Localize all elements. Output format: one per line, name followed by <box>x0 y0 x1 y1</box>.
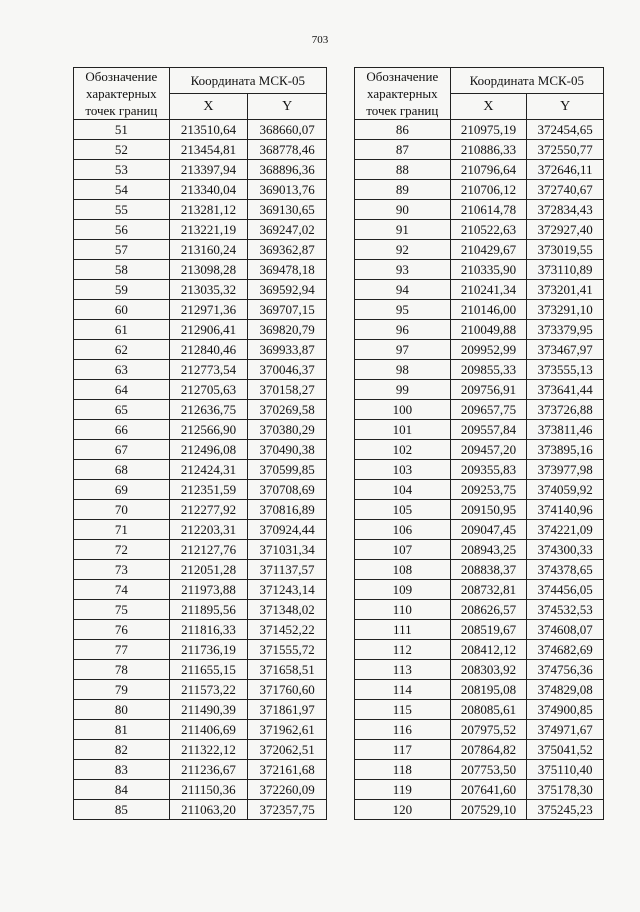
point-number-cell: 70 <box>74 500 170 520</box>
point-number-cell: 75 <box>74 600 170 620</box>
table-row <box>355 120 604 140</box>
table-row <box>355 140 604 160</box>
x-coordinate-cell: 210975,19 <box>450 120 527 140</box>
y-coordinate-cell: 373019,55 <box>527 240 604 260</box>
y-coordinate-cell: 375245,23 <box>527 800 604 820</box>
point-number-cell: 96 <box>355 320 451 340</box>
y-coordinate-cell: 370924,44 <box>248 520 327 540</box>
point-number-cell: 100 <box>355 400 451 420</box>
x-coordinate-cell: 210429,67 <box>450 240 527 260</box>
point-number-cell: 77 <box>74 640 170 660</box>
table-row <box>355 300 604 320</box>
y-coordinate-cell: 369362,87 <box>248 240 327 260</box>
table-row <box>74 260 327 280</box>
x-coordinate-cell: 212566,90 <box>169 420 248 440</box>
y-coordinate-cell: 369013,76 <box>248 180 327 200</box>
x-coordinate-cell: 211973,88 <box>169 580 248 600</box>
x-coordinate-cell: 209150,95 <box>450 500 527 520</box>
y-coordinate-cell: 374971,67 <box>527 720 604 740</box>
point-number-cell: 55 <box>74 200 170 220</box>
point-number-cell: 66 <box>74 420 170 440</box>
table-row <box>355 640 604 660</box>
point-number-cell: 91 <box>355 220 451 240</box>
x-coordinate-cell: 208519,67 <box>450 620 527 640</box>
y-coordinate-cell: 374756,36 <box>527 660 604 680</box>
y-coordinate-cell: 374221,09 <box>527 520 604 540</box>
y-coordinate-cell: 373977,98 <box>527 460 604 480</box>
point-number-cell: 102 <box>355 440 451 460</box>
y-coordinate-cell: 371243,14 <box>248 580 327 600</box>
y-coordinate-cell: 369130,65 <box>248 200 327 220</box>
table-row <box>355 240 604 260</box>
point-number-cell: 68 <box>74 460 170 480</box>
x-coordinate-cell: 210706,12 <box>450 180 527 200</box>
x-coordinate-cell: 209657,75 <box>450 400 527 420</box>
header-y: Y <box>248 94 327 120</box>
point-number-cell: 104 <box>355 480 451 500</box>
x-coordinate-cell: 210049,88 <box>450 320 527 340</box>
point-number-cell: 79 <box>74 680 170 700</box>
x-coordinate-cell: 210335,90 <box>450 260 527 280</box>
x-coordinate-cell: 212051,28 <box>169 560 248 580</box>
y-coordinate-cell: 374682,69 <box>527 640 604 660</box>
point-number-cell: 89 <box>355 180 451 200</box>
table-row <box>74 740 327 760</box>
point-number-cell: 107 <box>355 540 451 560</box>
x-coordinate-cell: 208085,61 <box>450 700 527 720</box>
table-row <box>74 640 327 660</box>
y-coordinate-cell: 369478,18 <box>248 260 327 280</box>
x-coordinate-cell: 207753,50 <box>450 760 527 780</box>
table-row <box>74 780 327 800</box>
x-coordinate-cell: 210614,78 <box>450 200 527 220</box>
x-coordinate-cell: 212277,92 <box>169 500 248 520</box>
point-number-cell: 117 <box>355 740 451 760</box>
table-row <box>74 600 327 620</box>
table-row <box>74 800 327 820</box>
y-coordinate-cell: 372550,77 <box>527 140 604 160</box>
y-coordinate-cell: 372927,40 <box>527 220 604 240</box>
point-number-cell: 58 <box>74 260 170 280</box>
x-coordinate-cell: 212840,46 <box>169 340 248 360</box>
table-row <box>355 660 604 680</box>
table-row <box>74 500 327 520</box>
table-row <box>74 320 327 340</box>
table-row <box>355 260 604 280</box>
point-number-cell: 86 <box>355 120 451 140</box>
x-coordinate-cell: 213454,81 <box>169 140 248 160</box>
x-coordinate-cell: 212424,31 <box>169 460 248 480</box>
point-number-cell: 63 <box>74 360 170 380</box>
y-coordinate-cell: 371555,72 <box>248 640 327 660</box>
y-coordinate-cell: 373726,88 <box>527 400 604 420</box>
point-number-cell: 97 <box>355 340 451 360</box>
x-coordinate-cell: 207975,52 <box>450 720 527 740</box>
table-row <box>74 720 327 740</box>
point-number-cell: 94 <box>355 280 451 300</box>
x-coordinate-cell: 211816,33 <box>169 620 248 640</box>
table-row <box>355 580 604 600</box>
table-row <box>355 720 604 740</box>
table-row <box>74 480 327 500</box>
y-coordinate-cell: 374829,08 <box>527 680 604 700</box>
table-row <box>74 700 327 720</box>
y-coordinate-cell: 373379,95 <box>527 320 604 340</box>
point-number-cell: 109 <box>355 580 451 600</box>
table-row <box>74 460 327 480</box>
y-coordinate-cell: 373291,10 <box>527 300 604 320</box>
table-row <box>74 520 327 540</box>
table-row <box>74 140 327 160</box>
table-row <box>355 360 604 380</box>
x-coordinate-cell: 213397,94 <box>169 160 248 180</box>
table-row <box>74 280 327 300</box>
x-coordinate-cell: 213035,32 <box>169 280 248 300</box>
x-coordinate-cell: 209855,33 <box>450 360 527 380</box>
y-coordinate-cell: 370599,85 <box>248 460 327 480</box>
x-coordinate-cell: 211063,20 <box>169 800 248 820</box>
table-row <box>74 420 327 440</box>
table-row <box>355 800 604 820</box>
y-coordinate-cell: 374900,85 <box>527 700 604 720</box>
x-coordinate-cell: 209557,84 <box>450 420 527 440</box>
table-row <box>74 360 327 380</box>
x-coordinate-cell: 209952,99 <box>450 340 527 360</box>
y-coordinate-cell: 370046,37 <box>248 360 327 380</box>
x-coordinate-cell: 212127,76 <box>169 540 248 560</box>
y-coordinate-cell: 374456,05 <box>527 580 604 600</box>
x-coordinate-cell: 207641,60 <box>450 780 527 800</box>
point-number-cell: 112 <box>355 640 451 660</box>
table-row <box>355 320 604 340</box>
header-y: Y <box>527 94 604 120</box>
table-row <box>355 180 604 200</box>
point-number-cell: 93 <box>355 260 451 280</box>
table-row <box>355 160 604 180</box>
point-number-cell: 74 <box>74 580 170 600</box>
y-coordinate-cell: 370490,38 <box>248 440 327 460</box>
table-row <box>74 180 327 200</box>
point-number-cell: 59 <box>74 280 170 300</box>
x-coordinate-cell: 208303,92 <box>450 660 527 680</box>
x-coordinate-cell: 212636,75 <box>169 400 248 420</box>
x-coordinate-cell: 212971,36 <box>169 300 248 320</box>
x-coordinate-cell: 210522,63 <box>450 220 527 240</box>
point-number-cell: 110 <box>355 600 451 620</box>
point-number-cell: 62 <box>74 340 170 360</box>
coordinates-table-right <box>354 67 604 820</box>
y-coordinate-cell: 369820,79 <box>248 320 327 340</box>
x-coordinate-cell: 213340,04 <box>169 180 248 200</box>
y-coordinate-cell: 373555,13 <box>527 360 604 380</box>
table-row <box>355 620 604 640</box>
point-number-cell: 108 <box>355 560 451 580</box>
x-coordinate-cell: 212351,59 <box>169 480 248 500</box>
point-number-cell: 65 <box>74 400 170 420</box>
point-number-cell: 106 <box>355 520 451 540</box>
point-number-cell: 116 <box>355 720 451 740</box>
point-number-cell: 60 <box>74 300 170 320</box>
table-row <box>355 540 604 560</box>
x-coordinate-cell: 213098,28 <box>169 260 248 280</box>
table-row <box>355 560 604 580</box>
point-number-cell: 111 <box>355 620 451 640</box>
point-number-cell: 84 <box>74 780 170 800</box>
table-row <box>74 340 327 360</box>
point-number-cell: 95 <box>355 300 451 320</box>
y-coordinate-cell: 368660,07 <box>248 120 327 140</box>
table-body-right <box>355 120 604 820</box>
y-coordinate-cell: 374378,65 <box>527 560 604 580</box>
point-number-cell: 83 <box>74 760 170 780</box>
table-row <box>74 560 327 580</box>
point-number-cell: 82 <box>74 740 170 760</box>
x-coordinate-cell: 211150,36 <box>169 780 248 800</box>
point-number-cell: 57 <box>74 240 170 260</box>
point-number-cell: 72 <box>74 540 170 560</box>
x-coordinate-cell: 209047,45 <box>450 520 527 540</box>
point-number-cell: 71 <box>74 520 170 540</box>
x-coordinate-cell: 212496,08 <box>169 440 248 460</box>
point-number-cell: 118 <box>355 760 451 780</box>
x-coordinate-cell: 211322,12 <box>169 740 248 760</box>
x-coordinate-cell: 213221,19 <box>169 220 248 240</box>
x-coordinate-cell: 210796,64 <box>450 160 527 180</box>
point-number-cell: 99 <box>355 380 451 400</box>
y-coordinate-cell: 371452,22 <box>248 620 327 640</box>
header-point-designation: Обозначение характерных точек границ <box>74 68 170 120</box>
table-row <box>74 120 327 140</box>
point-number-cell: 88 <box>355 160 451 180</box>
y-coordinate-cell: 373641,44 <box>527 380 604 400</box>
y-coordinate-cell: 372062,51 <box>248 740 327 760</box>
y-coordinate-cell: 369592,94 <box>248 280 327 300</box>
point-number-cell: 64 <box>74 380 170 400</box>
x-coordinate-cell: 210241,34 <box>450 280 527 300</box>
x-coordinate-cell: 211406,69 <box>169 720 248 740</box>
y-coordinate-cell: 371031,34 <box>248 540 327 560</box>
x-coordinate-cell: 209253,75 <box>450 480 527 500</box>
x-coordinate-cell: 208943,25 <box>450 540 527 560</box>
table-row <box>355 600 604 620</box>
y-coordinate-cell: 374059,92 <box>527 480 604 500</box>
header-coordinate-system: Координата МСК-05 <box>450 68 603 94</box>
y-coordinate-cell: 375041,52 <box>527 740 604 760</box>
y-coordinate-cell: 374300,33 <box>527 540 604 560</box>
table-row <box>74 400 327 420</box>
table-row <box>355 440 604 460</box>
y-coordinate-cell: 371962,61 <box>248 720 327 740</box>
point-number-cell: 119 <box>355 780 451 800</box>
table-row <box>355 220 604 240</box>
x-coordinate-cell: 208838,37 <box>450 560 527 580</box>
point-number-cell: 73 <box>74 560 170 580</box>
point-number-cell: 87 <box>355 140 451 160</box>
point-number-cell: 69 <box>74 480 170 500</box>
point-number-cell: 92 <box>355 240 451 260</box>
table-row <box>74 620 327 640</box>
y-coordinate-cell: 369933,87 <box>248 340 327 360</box>
y-coordinate-cell: 370269,58 <box>248 400 327 420</box>
x-coordinate-cell: 210146,00 <box>450 300 527 320</box>
x-coordinate-cell: 211236,67 <box>169 760 248 780</box>
table-row <box>355 280 604 300</box>
y-coordinate-cell: 371760,60 <box>248 680 327 700</box>
table-row <box>355 420 604 440</box>
y-coordinate-cell: 370708,69 <box>248 480 327 500</box>
y-coordinate-cell: 370816,89 <box>248 500 327 520</box>
x-coordinate-cell: 211655,15 <box>169 660 248 680</box>
table-row <box>355 480 604 500</box>
x-coordinate-cell: 211895,56 <box>169 600 248 620</box>
x-coordinate-cell: 213160,24 <box>169 240 248 260</box>
table-row <box>355 680 604 700</box>
x-coordinate-cell: 211736,19 <box>169 640 248 660</box>
y-coordinate-cell: 373201,41 <box>527 280 604 300</box>
table-row <box>74 200 327 220</box>
point-number-cell: 103 <box>355 460 451 480</box>
y-coordinate-cell: 372740,67 <box>527 180 604 200</box>
y-coordinate-cell: 375178,30 <box>527 780 604 800</box>
x-coordinate-cell: 207529,10 <box>450 800 527 820</box>
y-coordinate-cell: 372161,68 <box>248 760 327 780</box>
x-coordinate-cell: 209457,20 <box>450 440 527 460</box>
point-number-cell: 67 <box>74 440 170 460</box>
table-row <box>355 460 604 480</box>
table-row <box>355 400 604 420</box>
point-number-cell: 61 <box>74 320 170 340</box>
table-row <box>355 780 604 800</box>
table-row <box>355 740 604 760</box>
x-coordinate-cell: 211573,22 <box>169 680 248 700</box>
header-point-designation: Обозначение характерных точек границ <box>355 68 451 120</box>
x-coordinate-cell: 209756,91 <box>450 380 527 400</box>
point-number-cell: 98 <box>355 360 451 380</box>
page-number: 703 <box>311 34 329 46</box>
y-coordinate-cell: 371861,97 <box>248 700 327 720</box>
x-coordinate-cell: 212906,41 <box>169 320 248 340</box>
y-coordinate-cell: 373110,89 <box>527 260 604 280</box>
table-row <box>74 540 327 560</box>
y-coordinate-cell: 374532,53 <box>527 600 604 620</box>
table-row <box>355 380 604 400</box>
point-number-cell: 52 <box>74 140 170 160</box>
y-coordinate-cell: 372260,09 <box>248 780 327 800</box>
table-row <box>355 500 604 520</box>
point-number-cell: 51 <box>74 120 170 140</box>
y-coordinate-cell: 375110,40 <box>527 760 604 780</box>
y-coordinate-cell: 371658,51 <box>248 660 327 680</box>
table-row <box>74 160 327 180</box>
point-number-cell: 105 <box>355 500 451 520</box>
y-coordinate-cell: 372357,75 <box>248 800 327 820</box>
x-coordinate-cell: 212705,63 <box>169 380 248 400</box>
table-row <box>74 660 327 680</box>
x-coordinate-cell: 212773,54 <box>169 360 248 380</box>
y-coordinate-cell: 368778,46 <box>248 140 327 160</box>
y-coordinate-cell: 369707,15 <box>248 300 327 320</box>
table-row <box>74 580 327 600</box>
y-coordinate-cell: 370380,29 <box>248 420 327 440</box>
table-row <box>355 520 604 540</box>
point-number-cell: 113 <box>355 660 451 680</box>
x-coordinate-cell: 209355,83 <box>450 460 527 480</box>
x-coordinate-cell: 211490,39 <box>169 700 248 720</box>
y-coordinate-cell: 372646,11 <box>527 160 604 180</box>
x-coordinate-cell: 210886,33 <box>450 140 527 160</box>
y-coordinate-cell: 374608,07 <box>527 620 604 640</box>
point-number-cell: 115 <box>355 700 451 720</box>
table-row <box>355 340 604 360</box>
table-row <box>355 200 604 220</box>
x-coordinate-cell: 208412,12 <box>450 640 527 660</box>
table-row <box>355 700 604 720</box>
y-coordinate-cell: 373811,46 <box>527 420 604 440</box>
point-number-cell: 56 <box>74 220 170 240</box>
point-number-cell: 101 <box>355 420 451 440</box>
y-coordinate-cell: 373467,97 <box>527 340 604 360</box>
point-number-cell: 120 <box>355 800 451 820</box>
point-number-cell: 76 <box>74 620 170 640</box>
header-x: X <box>450 94 527 120</box>
point-number-cell: 114 <box>355 680 451 700</box>
y-coordinate-cell: 371137,57 <box>248 560 327 580</box>
table-row <box>74 220 327 240</box>
y-coordinate-cell: 374140,96 <box>527 500 604 520</box>
table-row <box>355 760 604 780</box>
point-number-cell: 85 <box>74 800 170 820</box>
y-coordinate-cell: 368896,36 <box>248 160 327 180</box>
y-coordinate-cell: 371348,02 <box>248 600 327 620</box>
x-coordinate-cell: 213510,64 <box>169 120 248 140</box>
table-row <box>74 240 327 260</box>
y-coordinate-cell: 370158,27 <box>248 380 327 400</box>
point-number-cell: 53 <box>74 160 170 180</box>
table-body-left <box>74 120 327 820</box>
x-coordinate-cell: 212203,31 <box>169 520 248 540</box>
coordinates-table-left <box>73 67 327 820</box>
header-coordinate-system: Координата МСК-05 <box>169 68 326 94</box>
point-number-cell: 90 <box>355 200 451 220</box>
table-row <box>74 680 327 700</box>
x-coordinate-cell: 207864,82 <box>450 740 527 760</box>
table-row <box>74 760 327 780</box>
x-coordinate-cell: 213281,12 <box>169 200 248 220</box>
point-number-cell: 54 <box>74 180 170 200</box>
point-number-cell: 81 <box>74 720 170 740</box>
header-x: X <box>169 94 248 120</box>
y-coordinate-cell: 372834,43 <box>527 200 604 220</box>
x-coordinate-cell: 208626,57 <box>450 600 527 620</box>
table-row <box>74 380 327 400</box>
x-coordinate-cell: 208195,08 <box>450 680 527 700</box>
point-number-cell: 78 <box>74 660 170 680</box>
x-coordinate-cell: 208732,81 <box>450 580 527 600</box>
table-row <box>74 440 327 460</box>
point-number-cell: 80 <box>74 700 170 720</box>
table-row <box>74 300 327 320</box>
y-coordinate-cell: 369247,02 <box>248 220 327 240</box>
y-coordinate-cell: 373895,16 <box>527 440 604 460</box>
y-coordinate-cell: 372454,65 <box>527 120 604 140</box>
